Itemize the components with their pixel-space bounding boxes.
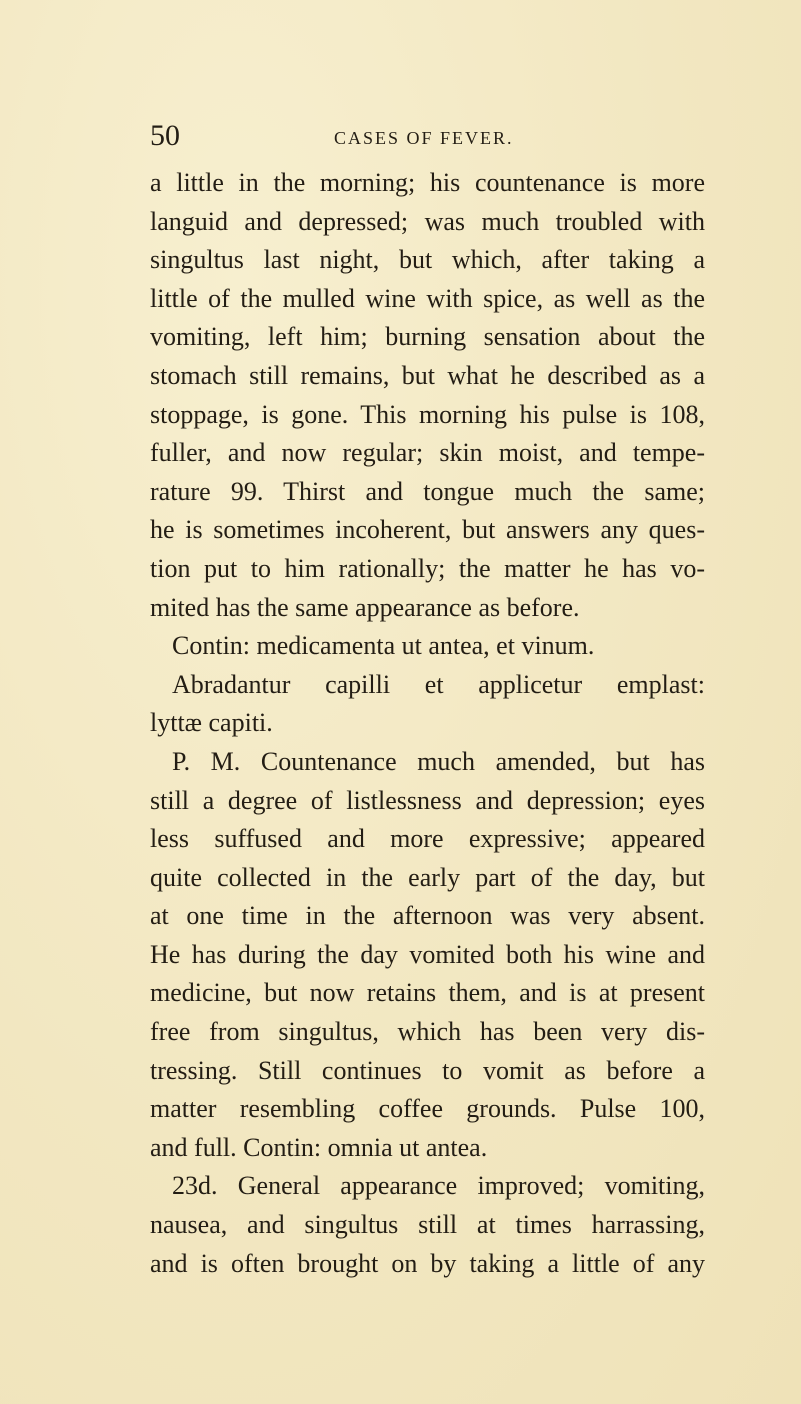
text-line-22: medicine, but now retains them, and is at present bbox=[150, 978, 705, 1008]
text-line-5: vomiting, left him; burning sensation about the bbox=[150, 322, 705, 352]
text-line-7: stoppage, is gone. This morning his pulse is 108, bbox=[150, 399, 705, 429]
text-line-9: rature 99. Thirst and tongue much the same; bbox=[150, 476, 705, 506]
text-line-28: nausea, and singultus still at times harrassing, bbox=[150, 1210, 705, 1240]
text-line-16: P. M. Countenance much amended, but has bbox=[172, 746, 705, 776]
text-line-11: tion put to him rationally; the matter he has vo- bbox=[150, 553, 705, 583]
text-line-17: still a degree of listlessness and depression; eyes bbox=[150, 785, 705, 815]
text-line-29: and is often brought on by taking a little of any bbox=[150, 1248, 705, 1278]
page-header bbox=[150, 118, 710, 158]
body-text bbox=[150, 164, 705, 1283]
text-line-26: and full. Contin: omnia ut antea. bbox=[150, 1132, 488, 1162]
text-line-1: a little in the morning; his countenance is more bbox=[150, 168, 705, 197]
text-line-23: free from singultus, which has been very dis- bbox=[150, 1017, 705, 1047]
text-line-4: little of the mulled wine with spice, as well as the bbox=[150, 283, 705, 313]
text-line-3: singultus last night, but which, after taking a bbox=[150, 245, 705, 275]
text-line-14: Abradantur capilli et applicetur emplast: bbox=[172, 669, 705, 699]
text-line-15: lyttæ capiti. bbox=[150, 708, 273, 738]
text-line-19: quite collected in the early part of the day, but bbox=[150, 862, 705, 892]
text-line-10: he is sometimes incoherent, but answers any ques- bbox=[150, 515, 705, 545]
text-line-18: less suffused and more expressive; appeared bbox=[150, 824, 705, 854]
text-line-24: tressing. Still continues to vomit as before a bbox=[150, 1055, 705, 1085]
text-line-13: Contin: medicamenta ut antea, et vinum. bbox=[172, 631, 595, 661]
text-line-20: at one time in the afternoon was very absent. bbox=[150, 901, 705, 931]
text-line-6: stomach still remains, but what he described as a bbox=[150, 360, 705, 390]
text-line-27: 23d. General appearance improved; vomiting, bbox=[172, 1171, 705, 1201]
text-line-12: mited has the same appearance as before. bbox=[150, 592, 580, 622]
running-head: CASES OF FEVER. bbox=[334, 128, 514, 148]
text-line-21: He has during the day vomited both his wine and bbox=[150, 939, 705, 969]
text-line-2: languid and depressed; was much troubled with bbox=[150, 206, 705, 236]
text-line-8: fuller, and now regular; skin moist, and tempe- bbox=[150, 438, 705, 468]
text-line-25: matter resembling coffee grounds. Pulse 100, bbox=[150, 1094, 705, 1124]
page-number: 50 bbox=[150, 119, 180, 152]
